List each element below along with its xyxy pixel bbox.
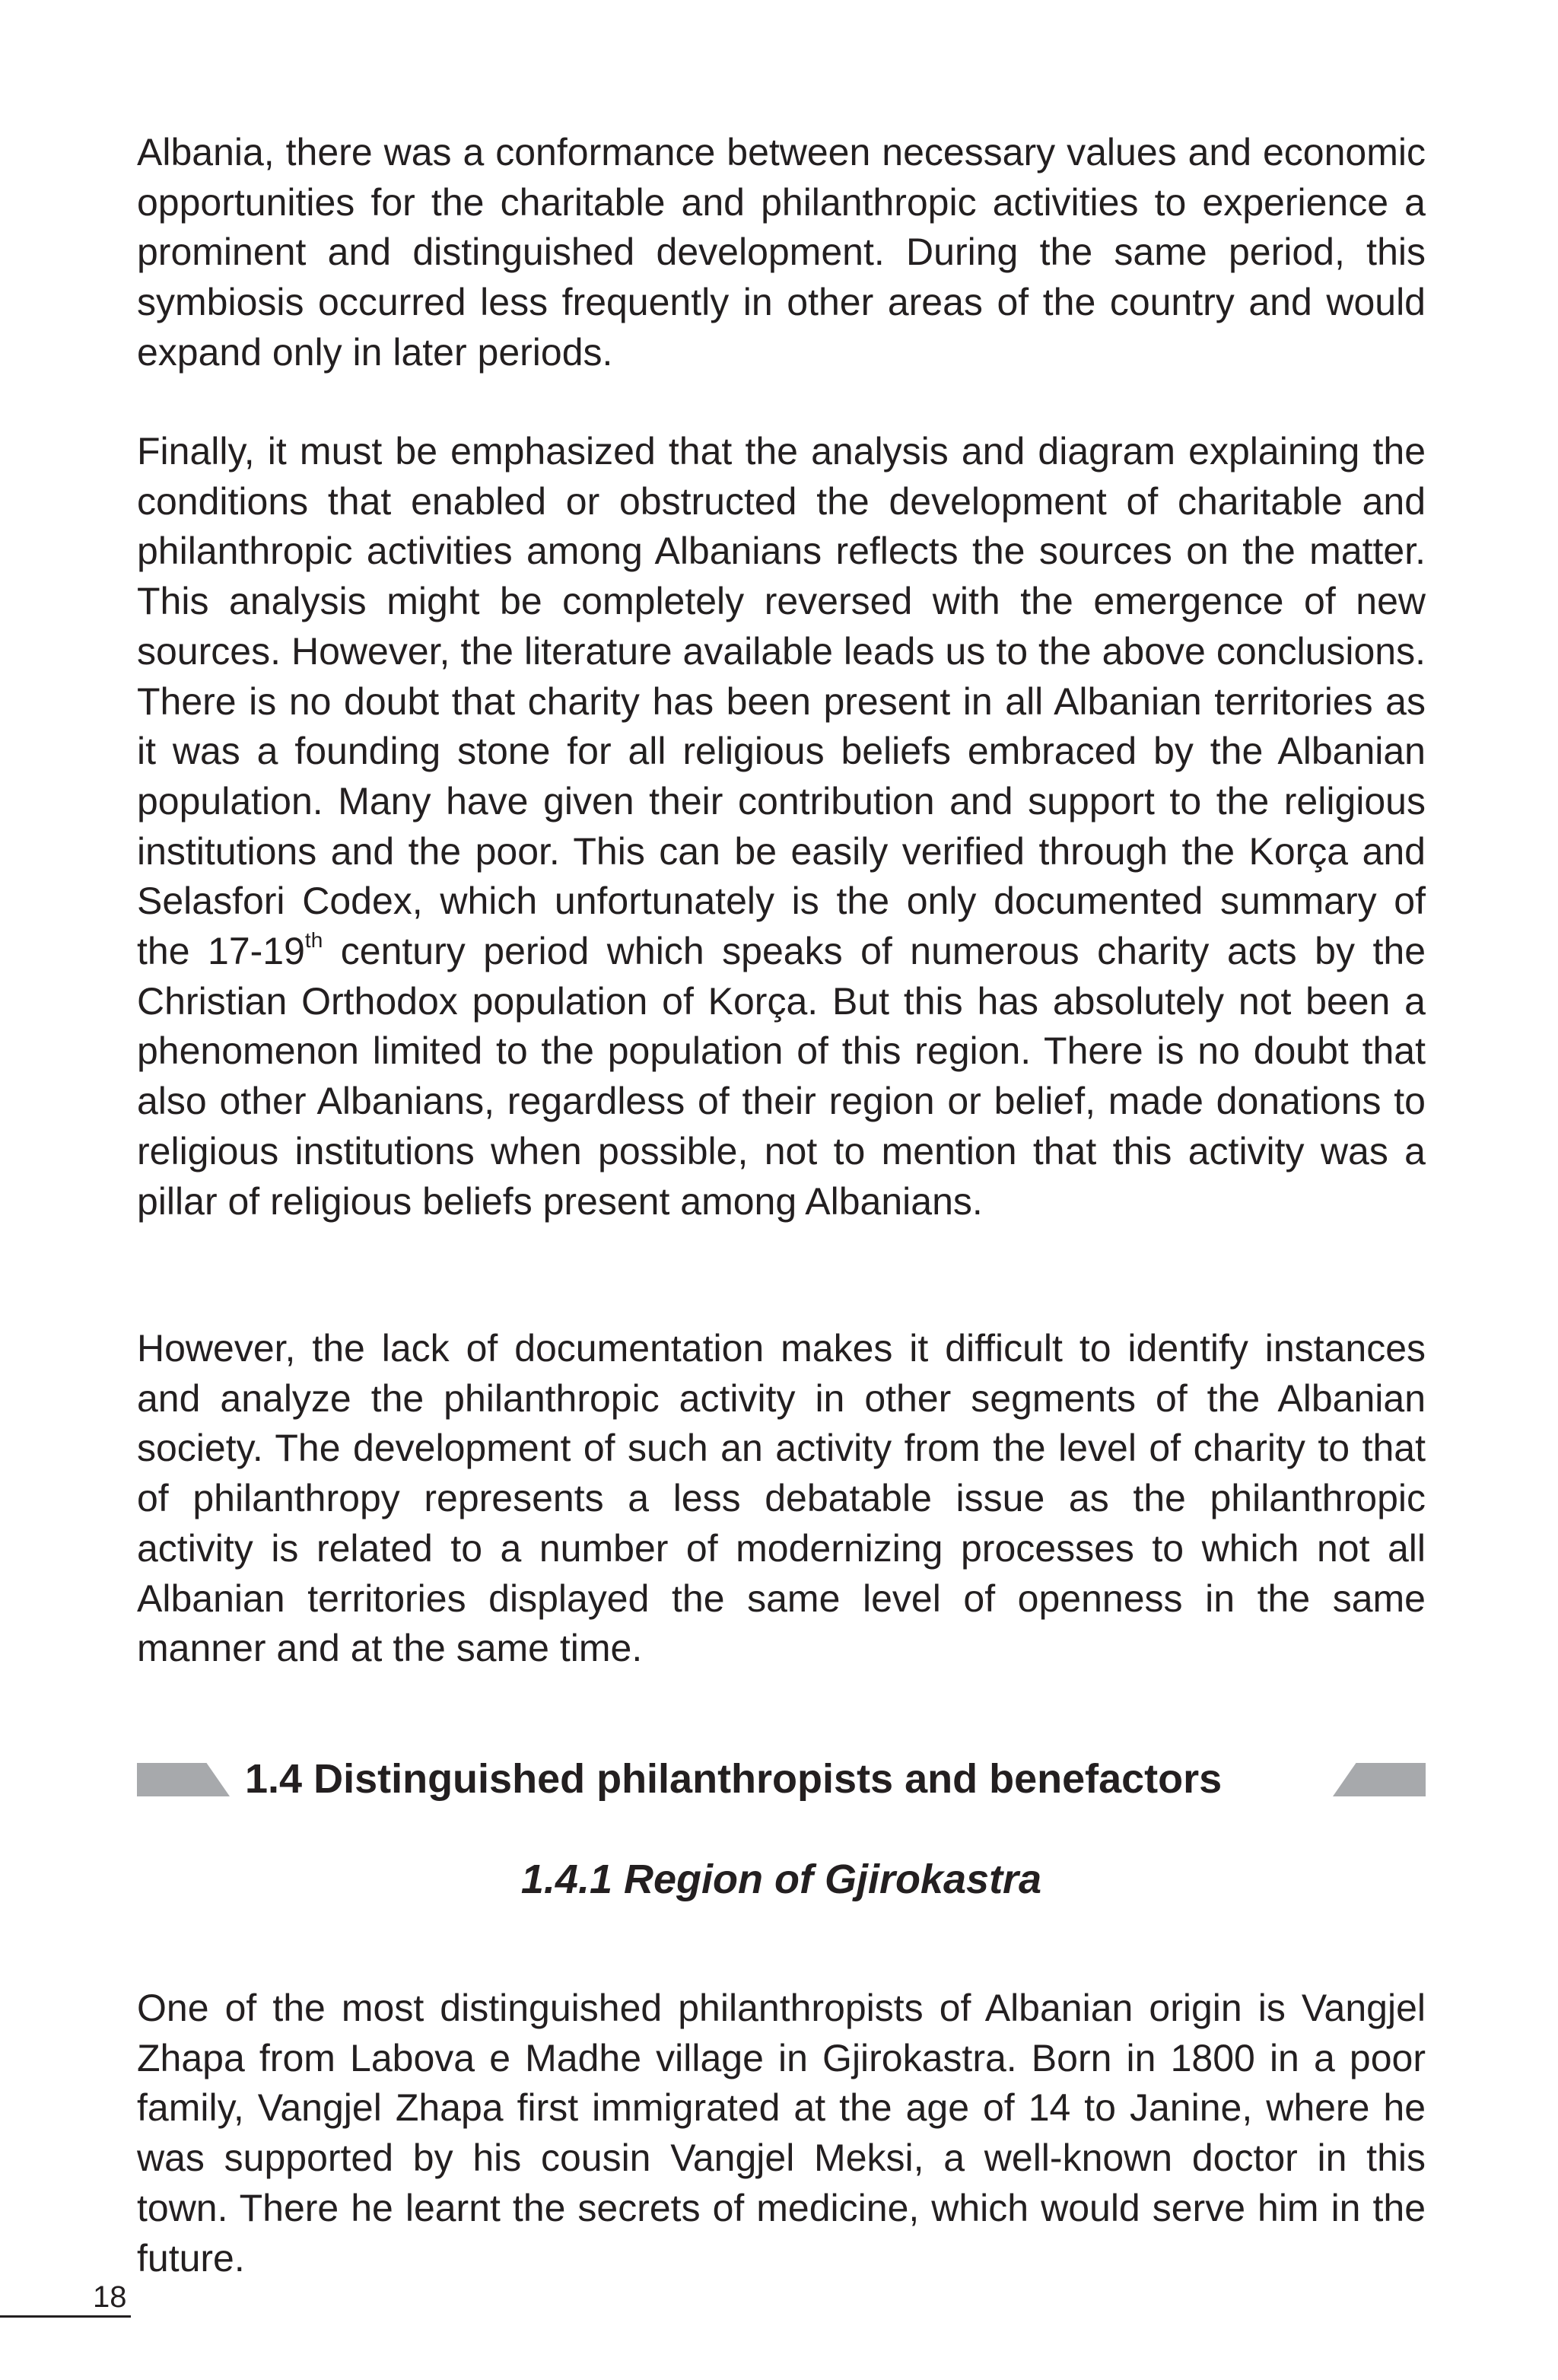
- heading-bar-left: [137, 1763, 230, 1796]
- paragraph-2-text-end: century period which speaks of numerous charity acts by the Christian Orthodox population of Korça. But this has absolutely not been a phenomenon limited to the population of this region. There is no doubt that also other Albanians, regardless of their region or belief, made donations to religious institutions when possible, not to mention that this activity was a pillar of religious beliefs present among Albanians.: [137, 930, 1426, 1223]
- section-heading-title: 1.4 Distinguished philanthropists and benefactors: [245, 1756, 1223, 1802]
- page-number-rule: [0, 2315, 131, 2318]
- paragraph-2-text-start: Finally, it must be emphasized that the analysis and diagram explaining the conditions that enabled or obstructed the development of charitable and philanthropic activities among Albanians reflects the sources on the matter. This analysis might be completely reversed with the emergence of new sources. However, the literature available leads us to the above conclusions. There is no doubt that charity has been present in all Albanian territories as it was a founding stone for all religious beliefs embraced by the Albanian population. Many have given their contribution and support to the religious institutions and the poor. This can be easily verified through the Korça and Selasfori Codex, which unfortunately is the only documented summary of the 17-19: [137, 430, 1426, 973]
- heading-bar-right: [1333, 1763, 1426, 1796]
- page-number: 18: [93, 2280, 127, 2314]
- section-heading: [137, 1748, 1426, 1809]
- body-paragraph-1: Albania, there was a conformance between necessary values and economic opportunities for the charitable and philanthropic activities to experience a prominent and distinguished development. During the same period, this symbiosis occurred less frequently in other areas of the country and would expand only in later periods.: [137, 131, 1426, 374]
- body-paragraph-3: However, the lack of documentation makes it difficult to identify instances and analyze the philanthropic activity in other segments of the Albanian society. The development of such an activity from the level of charity to that of philanthropy represents a less debatable issue as the philanthropic activity is related to a number of modernizing processes to which not all Albanian territories displayed the same level of openness in the same manner and at the same time.: [137, 1327, 1426, 1670]
- body-paragraph-4: One of the most distinguished philanthropists of Albanian origin is Vangjel Zhapa from Labova e Madhe village in Gjirokastra. Born in 1800 in a poor family, Vangjel Zhapa first immigrated at the age of 14 to Janine, where he was supported by his cousin Vangjel Meksi, a well-known doctor in this town. There he learnt the secrets of medicine, which would serve him in the future.: [137, 1987, 1426, 2280]
- superscript-th: th: [304, 928, 323, 953]
- body-paragraph-2: [137, 427, 1426, 1227]
- subsection-heading: 1.4.1 Region of Gjirokastra: [520, 1857, 1042, 1902]
